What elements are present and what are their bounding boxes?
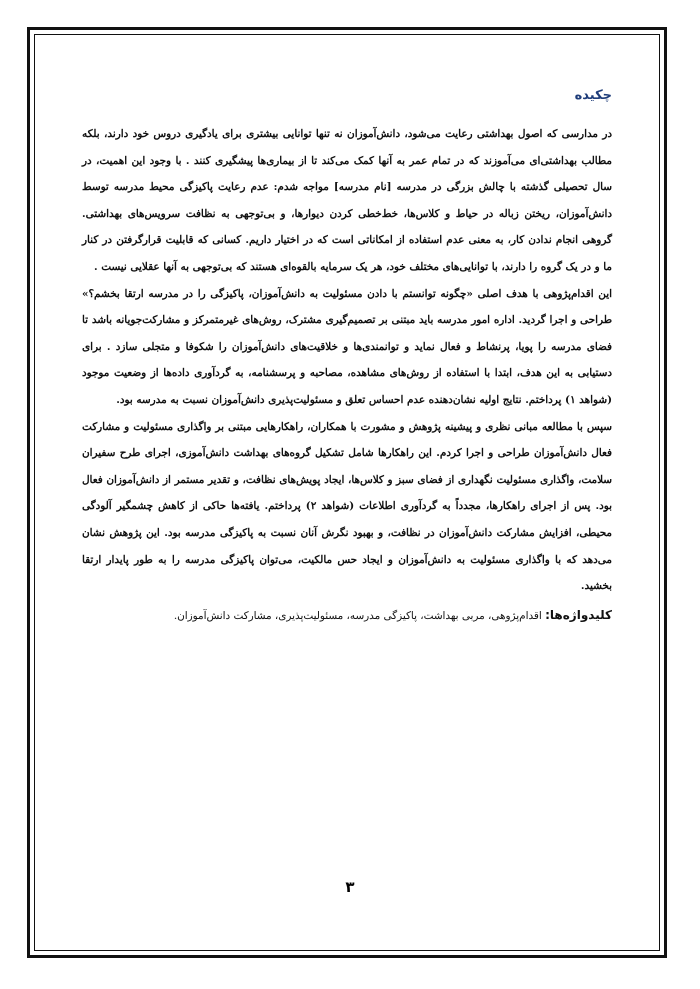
abstract-heading: چکیده <box>574 88 612 103</box>
keywords-line <box>82 602 612 629</box>
keywords-text: اقدام‌پژوهی، مربی بهداشت، پاکیزگی مدرسه، مسئولیت‌پذیری، مشارکت دانش‌آموزان. <box>173 609 542 622</box>
abstract-paragraph-3: سپس با مطالعه مبانی نظری و پیشینه پژوهش و مشورت با همکاران، راهکارهایی مبتنی بر واگذاری مسئولیت و مشارکت فعال دانش‌آموزان طراحی و اجرا کردم. این راهکارها شامل تشکیل گروه‌های بهداشت دانش‌آموزی، اجرای طرح سفیران سلامت، واگذاری مسئولیت نگهداری از فضای سبز و کلاس‌ها، ایجاد پویش‌های نظافت، و تقدیر مستمر از دانش‌آموزان فعال بود. پس از اجرای راهکارها، مجدداً به گردآوری اطلاعات (شواهد ۲) پرداختم. یافته‌ها حاکی از کاهش چشمگیر آلودگی محیطی، افزایش مشارکت دانش‌آموزان در نظافت، و بهبود نگرش آنان نسبت به پاکیزگی مدرسه بود. این پژوهش نشان می‌دهد که با واگذاری مسئولیت به دانش‌آموزان و ایجاد حس مالکیت، می‌توان پاکیزگی مدرسه را به طور پایدار ارتقا بخشید. <box>82 420 612 593</box>
page-number: ۳ <box>345 878 355 896</box>
keywords-label: کلیدواژه‌ها: <box>545 607 612 622</box>
abstract-paragraph-1: در مدارسی که اصول بهداشتی رعایت می‌شود، دانش‌آموزان نه تنها توانایی بیشتری برای یادگیری دروس خود دارند، بلکه مطالب بهداشتی‌ای می‌آموزند که در تمام عمر به آنها کمک می‌کند تا از بیماری‌ها پیشگیری کنند . با وجود این اهمیت، در سال تحصیلی گذشته با چالش بزرگی در مدرسه [نام مدرسه] مواجه شدم: عدم رعایت پاکیزگی محیط مدرسه توسط دانش‌آموزان، ریختن زباله در حیاط و کلاس‌ها، خط‌خطی کردن دیوارها، و بی‌توجهی به نظافت سرویس‌های بهداشتی. گروهی انجام ندادن کار، به معنی عدم استفاده از امکاناتی است که در اختیار داریم. کسانی که قابلیت قرارگرفتن در کنار ما و در یک گروه را دارند، با توانایی‌های مختلف خود، هر یک سرمایه بالقوه‌ای هستند که بی‌توجهی به آنها عقلایی نیست . <box>82 128 612 273</box>
abstract-section <box>82 88 612 629</box>
abstract-paragraph-2: این اقدام‌پژوهی با هدف اصلی «چگونه توانستم با دادن مسئولیت به دانش‌آموزان، پاکیزگی را در مدرسه ارتقا بخشم؟» طراحی و اجرا گردید. اداره امور مدرسه باید مبتنی بر تصمیم‌گیری مشترک، روش‌های غیرمتمرکز و مشارکت‌جویانه باشد تا فضای مدرسه را پویا، پرنشاط و فعال نماید و توانمندی‌ها و خلاقیت‌های دانش‌آموزان را شکوفا و متجلی سازد . برای دستیابی به این هدف، ابتدا با استفاده از روش‌های مشاهده، مصاحبه و پرسشنامه، به گردآوری داده‌ها از وضعیت موجود (شواهد ۱) پرداختم. نتایج اولیه نشان‌دهنده عدم احساس تعلق و مسئولیت‌پذیری دانش‌آموزان نسبت به مدرسه بود. <box>82 287 612 406</box>
